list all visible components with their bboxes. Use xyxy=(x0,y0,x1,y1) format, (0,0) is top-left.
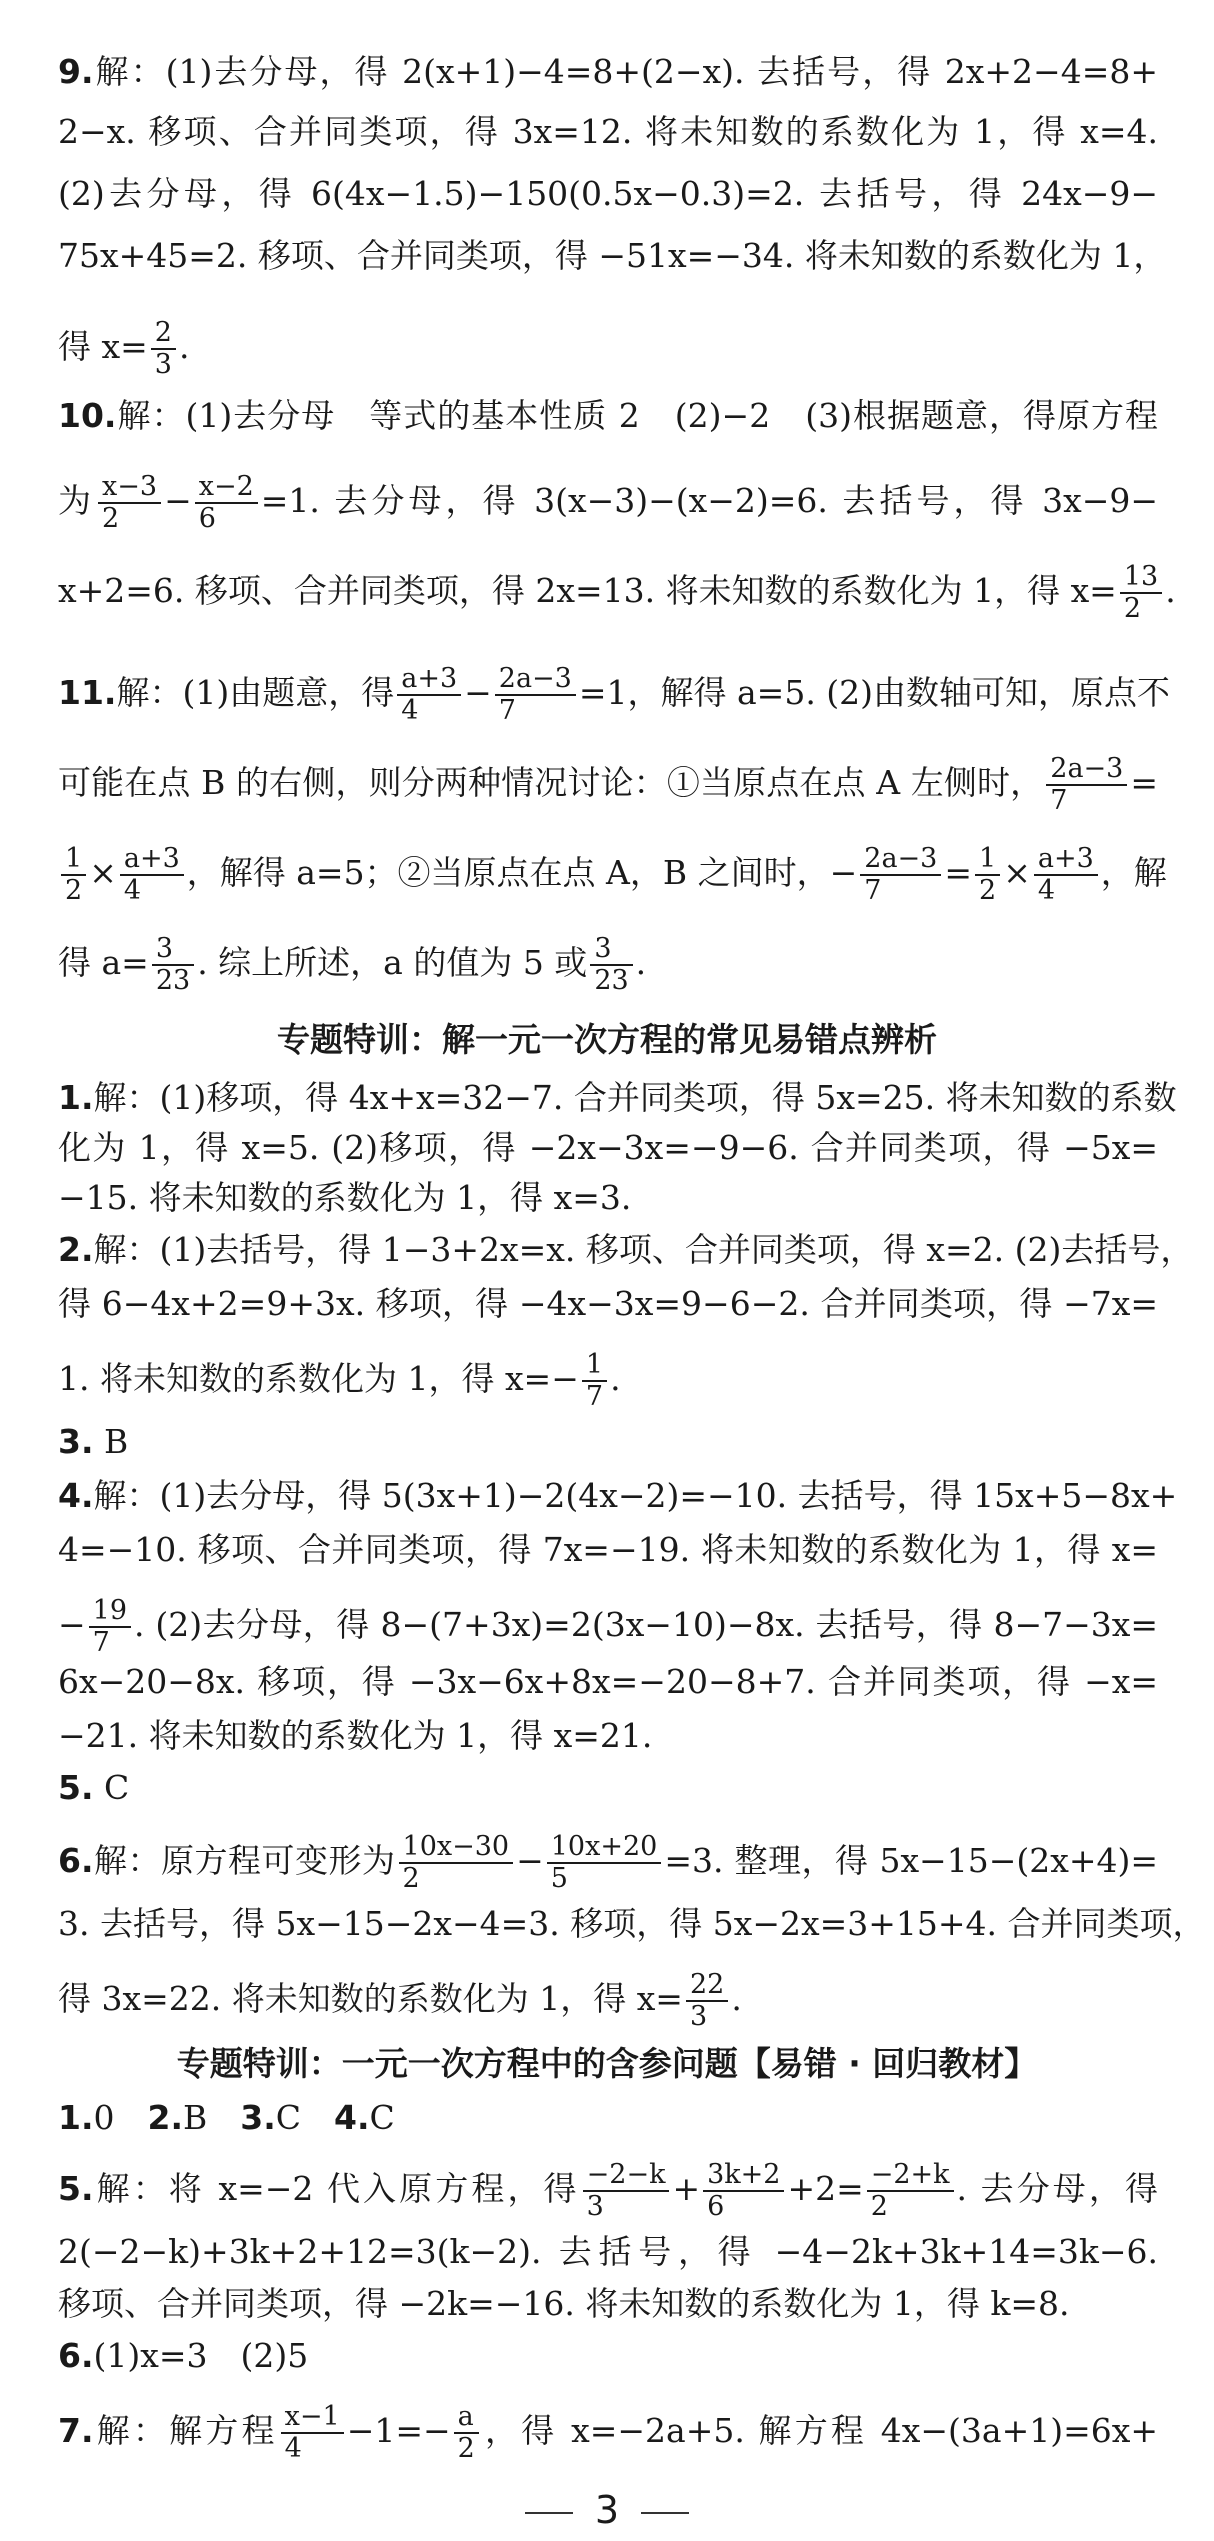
fraction: $\frac{x-2}{6}$ xyxy=(195,472,258,534)
s1-q4-line-3: − $\frac{19}{7}$ . (2)去分母，得 8−(7+3x)=2(3x−10)−8x. 去括号，得 8−7−3x= xyxy=(58,1595,1158,1658)
s1-q1-label: 1. xyxy=(58,1078,94,1117)
s1-q4-line-2: 4=−10. 移项、合并同类项，得 7x=−19. 将未知数的系数化为 1，得 x= xyxy=(58,1530,1158,1569)
p9-label: 9. xyxy=(58,52,94,91)
s1-q4-line-1: 4.解：(1)去分母，得 5(3x+1)−2(4x−2)=−10. 去括号，得 15x+5−8x+ xyxy=(58,1476,1178,1515)
p10-line-1: 10.解：(1)去分母 等式的基本性质 2 (2)−2 (3)根据题意，得原方程 xyxy=(58,396,1158,435)
page-number: 3 xyxy=(0,2490,1214,2530)
p11-line-1: 11.解：(1)由题意，得 $\frac{a+3}{4}$ − $\frac{2a-3}{7}$ =1，解得 a=5. (2)由数轴可知，原点不 xyxy=(58,663,1171,726)
fraction: $\frac{a}{2}$ xyxy=(454,2402,479,2464)
fraction: $\frac{1}{2}$ xyxy=(61,844,86,906)
s2-q6-label: 6. xyxy=(58,2336,94,2375)
right-dash xyxy=(641,2512,689,2514)
fraction: $\frac{2}{3}$ xyxy=(151,318,176,380)
fraction: $\frac{a+3}{4}$ xyxy=(120,844,184,906)
s2-q1-4: 1.0 2.B 3.C 4.C xyxy=(58,2098,395,2137)
s2-q6: 6.(1)x=3 (2)5 xyxy=(58,2336,309,2375)
s1-q3-answer: B xyxy=(104,1422,129,1461)
fraction: $\frac{a+3}{4}$ xyxy=(1034,844,1098,906)
fraction: $\frac{x-3}{2}$ xyxy=(98,472,161,534)
fraction: $\frac{10x-30}{2}$ xyxy=(399,1832,514,1894)
p11-line-3: $\frac{1}{2}$ × $\frac{a+3}{4}$ ，解得 a=5；②当原点在点 A，B 之间时，− $\frac{2a-3}{7}$ = $\frac{1}{2}$ × $\frac{a+3}{4}$ ，解 xyxy=(58,844,1158,906)
s1-q5-answer: C xyxy=(104,1768,130,1807)
fraction: $\frac{2a-3}{7}$ xyxy=(1046,754,1127,816)
s2-q7-line-1: 7.解：解方程 $\frac{x-1}{4}$ −1=− $\frac{a}{2}$ ，得 x=−2a+5. 解方程 4x−(3a+1)=6x+ xyxy=(58,2401,1159,2464)
s1-q1-line-1: 1.解：(1)移项，得 4x+x=32−7. 合并同类项，得 5x=25. 将未知数的系数 xyxy=(58,1078,1177,1117)
fraction: $\frac{2a-3}{7}$ xyxy=(860,844,941,906)
s1-q2-line-2: 得 6−4x+2=9+3x. 移项，得 −4x−3x=9−6−2. 合并同类项，得 −7x= xyxy=(58,1284,1158,1323)
fraction: $\frac{10x+20}{5}$ xyxy=(547,1832,662,1894)
s1-q5 xyxy=(58,1768,1158,1808)
s1-q4-line-5: −21. 将未知数的系数化为 1，得 x=21. xyxy=(58,1716,653,1755)
p10-label: 10. xyxy=(58,396,117,435)
s2-q5-line-3: 移项、合并同类项，得 −2k=−16. 将未知数的系数化为 1，得 k=8. xyxy=(58,2284,1070,2323)
left-dash xyxy=(525,2512,573,2514)
fraction: $\frac{19}{7}$ xyxy=(89,1596,131,1658)
s1-q4-label: 4. xyxy=(58,1476,94,1515)
s1-q6-line-3: 得 3x=22. 将未知数的系数化为 1，得 x= $\frac{22}{3}$ . xyxy=(58,1969,742,2032)
fraction: $\frac{x-1}{4}$ xyxy=(281,2402,344,2464)
fraction: $\frac{1}{7}$ xyxy=(582,1350,607,1412)
s2-q7-label: 7. xyxy=(58,2411,94,2450)
s1-q6-label: 6. xyxy=(58,1841,94,1880)
s1-q1-line-2: 化为 1，得 x=5. (2)移项，得 −2x−3x=−9−6. 合并同类项，得 −5x= xyxy=(58,1128,1158,1167)
p9-line-2: 2−x. 移项、合并同类项，得 3x=12. 将未知数的系数化为 1，得 x=4. xyxy=(58,112,1158,151)
p9-line-5: 得 x= $\frac{2}{3}$ . xyxy=(58,317,190,380)
fraction: $\frac{22}{3}$ xyxy=(686,1970,728,2032)
fraction: $\frac{-2+k}{2}$ xyxy=(867,2160,954,2222)
fraction: $\frac{3k+2}{6}$ xyxy=(703,2160,784,2222)
section-title: 专题特训：解一元一次方程的常见易错点辨析 xyxy=(277,1020,937,1059)
s2-q5-line-2: 2(−2−k)+3k+2+12=3(k−2). 去括号，得 −4−2k+3k+14=3k−6. xyxy=(58,2232,1158,2271)
p9-line-1: 9.解：(1)去分母，得 2(x+1)−4=8+(2−x). 去括号，得 2x+2−4=8+ xyxy=(58,52,1158,91)
fraction: $\frac{3}{23}$ xyxy=(152,934,194,996)
s1-q2-line-1: 2.解：(1)去括号，得 1−3+2x=x. 移项、合并同类项，得 x=2. (2)去括号， xyxy=(58,1230,1194,1269)
fraction: $\frac{1}{2}$ xyxy=(975,844,1000,906)
s1-q3-label: 3. xyxy=(58,1422,94,1461)
s1-q5-label: 5. xyxy=(58,1768,94,1807)
section-title: 专题特训：一元一次方程中的含参问题【易错 · 回归教材】 xyxy=(176,2044,1038,2083)
p9-line-4: 75x+45=2. 移项、合并同类项，得 −51x=−34. 将未知数的系数化为 1， xyxy=(58,236,1167,275)
s1-q2-label: 2. xyxy=(58,1230,94,1269)
fraction: $\frac{3}{23}$ xyxy=(590,934,632,996)
p11-label: 11. xyxy=(58,673,117,712)
s1-q3 xyxy=(58,1422,1158,1462)
s1-q6-line-1: 6.解：原方程可变形为 $\frac{10x-30}{2}$ − $\frac{10x+20}{5}$ =3. 整理，得 5x−15−(2x+4)= xyxy=(58,1831,1158,1894)
p10-line-3: x+2=6. 移项、合并同类项，得 2x=13. 将未知数的系数化为 1，得 x= $\frac{13}{2}$ . xyxy=(58,561,1176,624)
p11-line-2: 可能在点 B 的右侧，则分两种情况讨论：①当原点在点 A 左侧时， $\frac{2a-3}{7}$ = xyxy=(58,753,1158,816)
s2-q5-line-1: 5.解：将 x=−2 代入原方程，得 $\frac{-2-k}{3}$ + $\frac{3k+2}{6}$ +2= $\frac{-2+k}{2}$ . 去分母，得 xyxy=(58,2159,1158,2222)
fraction: $\frac{13}{2}$ xyxy=(1120,562,1162,624)
fraction: $\frac{2a-3}{7}$ xyxy=(495,664,576,726)
s1-q4-line-4: 6x−20−8x. 移项，得 −3x−6x+8x=−20−8+7. 合并同类项，得 −x= xyxy=(58,1662,1158,1701)
s1-q1-line-3: −15. 将未知数的系数化为 1，得 x=3. xyxy=(58,1178,632,1217)
s2-q5-label: 5. xyxy=(58,2169,94,2208)
p9-line-3: (2)去分母，得 6(4x−1.5)−150(0.5x−0.3)=2. 去括号，得 24x−9− xyxy=(58,174,1158,213)
p10-line-2: 为 $\frac{x-3}{2}$ − $\frac{x-2}{6}$ =1. 去分母，得 3(x−3)−(x−2)=6. 去括号，得 3x−9− xyxy=(58,471,1159,534)
fraction: $\frac{a+3}{4}$ xyxy=(397,664,461,726)
fraction: $\frac{-2-k}{3}$ xyxy=(583,2160,670,2222)
s1-q6-line-2: 3. 去括号，得 5x−15−2x−4=3. 移项，得 5x−2x=3+15+4. 合并同类项， xyxy=(58,1904,1206,1943)
s1-q2-line-3: 1. 将未知数的系数化为 1，得 x=− $\frac{1}{7}$ . xyxy=(58,1349,621,1412)
p11-line-4: 得 a= $\frac{3}{23}$ . 综上所述，a 的值为 5 或 $\frac{3}{23}$ . xyxy=(58,933,647,996)
